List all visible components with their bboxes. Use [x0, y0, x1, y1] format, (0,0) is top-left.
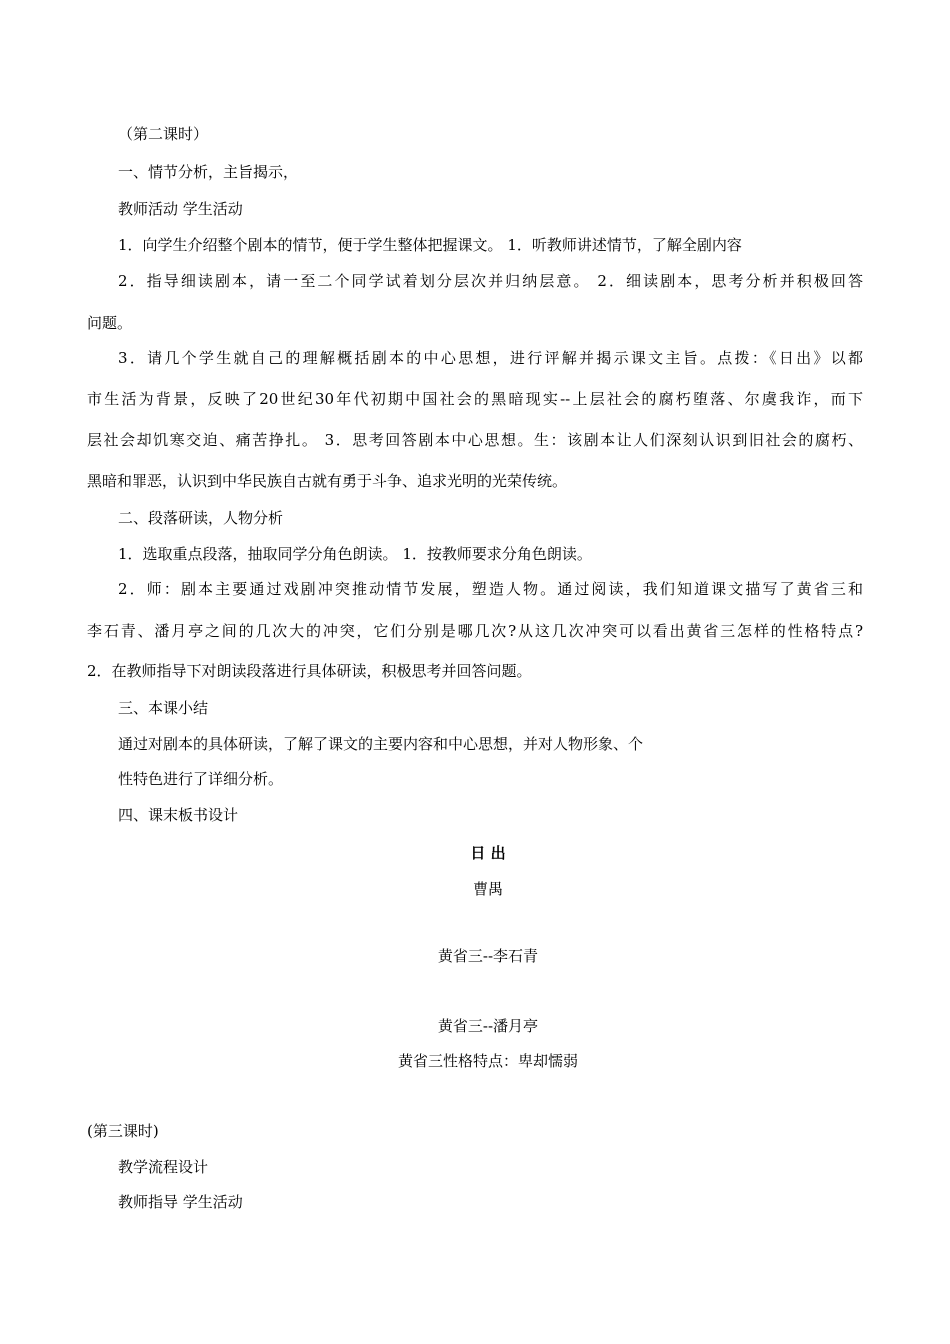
lesson3-heading: (第三课时)	[87, 1122, 159, 1140]
section1-item2-line1: 2．指导细读剧本，请一至二个同学试着划分层次并归纳层意。 2．细读剧本，思考分析并积极回答	[118, 272, 863, 290]
lesson3-flow-title: 教学流程设计	[118, 1158, 209, 1176]
section1-item3-line2: 市生活为背景，反映了20世纪30年代初期中国社会的黑暗现实--上层社会的腐朽堕落、尔虞我诈，而下	[87, 390, 863, 408]
section4-title: 四、课末板书设计	[118, 806, 239, 824]
lesson3-activity-header: 教师指导 学生活动	[118, 1193, 243, 1211]
board-trait: 黄省三性格特点：卑却懦弱	[397, 1052, 578, 1070]
section2-item2-line1: 2．师：剧本主要通过戏剧冲突推动情节发展，塑造人物。通过阅读，我们知道课文描写了黄省三和	[118, 580, 863, 598]
section1-activity-header: 教师活动 学生活动	[118, 200, 243, 218]
section2-title: 二、段落研读，人物分析	[118, 509, 284, 527]
board-author: 曹禺	[472, 880, 503, 898]
lesson2-heading: （第二课时）	[118, 125, 209, 143]
section1-item3-line3: 层社会却饥寒交迫、痛苦挣扎。 3．思考回答剧本中心思想。生：该剧本让人们深刻认识到旧社会的腐朽、	[87, 431, 863, 449]
board-conflict2: 黄省三--潘月亭	[437, 1017, 539, 1035]
board-conflict1: 黄省三--李石青	[437, 947, 539, 965]
section1-item3-line4: 黑暗和罪恶，认识到中华民族自古就有勇于斗争、追求光明的光荣传统。	[87, 472, 568, 490]
section3-line1: 通过对剧本的具体研读，了解了课文的主要内容和中心思想，并对人物形象、个	[118, 735, 644, 753]
section2-item2-line3: 2．在教师指导下对朗读段落进行具体研读，积极思考并回答问题。	[87, 662, 532, 680]
section3-title: 三、本课小结	[118, 699, 209, 717]
section3-line2: 性特色进行了详细分析。	[118, 770, 284, 788]
section1-item1: 1．向学生介绍整个剧本的情节，便于学生整体把握课文。 1．听教师讲述情节，了解全剧内容	[118, 236, 742, 254]
section1-title: 一、情节分析，主旨揭示，	[118, 163, 299, 181]
section2-item2-line2: 李石青、潘月亭之间的几次大的冲突，它们分别是哪几次?从这几次冲突可以看出黄省三怎样的性格特点?	[87, 622, 863, 640]
section1-item3-line1: 3．请几个学生就自己的理解概括剧本的中心思想，进行评解并揭示课文主旨。点拨：《日出》以都	[118, 349, 863, 367]
board-title: 日 出	[470, 844, 506, 862]
section1-item2-line2: 问题。	[87, 314, 133, 332]
section2-item1: 1．选取重点段落，抽取同学分角色朗读。 1．按教师要求分角色朗读。	[118, 545, 592, 563]
